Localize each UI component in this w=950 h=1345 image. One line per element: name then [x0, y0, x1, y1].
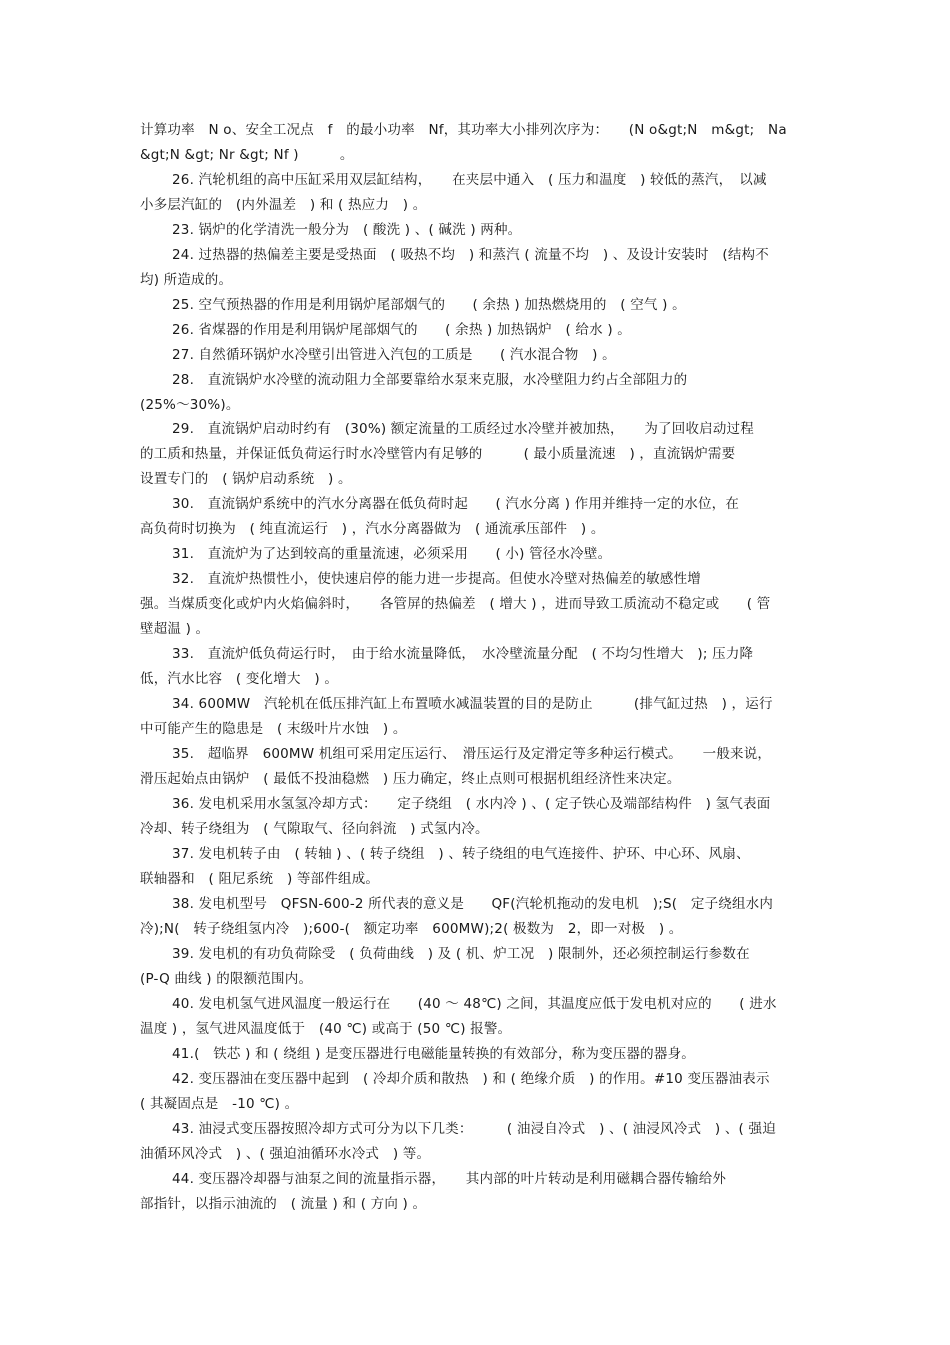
text-line: 28. 直流锅炉水冷壁的流动阻力全部要靠给水泵来克服，水冷壁阻力约占全部阻力的: [172, 372, 688, 388]
text-line: 联轴器和 ( 阻尼系统 ) 等部件组成。: [140, 871, 380, 887]
text-line: 油循环风冷式 ) 、( 强迫油循环水冷式 ) 等。: [140, 1146, 431, 1162]
text-line: 27. 自然循环锅炉水冷壁引出管进入汽包的工质是 ( 汽水混合物 ) 。: [172, 347, 616, 363]
text-line: 高负荷时切换为 ( 纯直流运行 ) ，汽水分离器做为 ( 通流承压部件 ) 。: [140, 521, 605, 537]
text-line: 26. 省煤器的作用是利用锅炉尾部烟气的 ( 余热 ) 加热锅炉 ( 给水 ) 。: [172, 322, 631, 338]
text-line: 40. 发电机氢气进风温度一般运行在 (40 ～ 48℃) 之间，其温度应低于发电机对应的 ( 进水: [172, 996, 777, 1012]
text-line: 26. 汽轮机组的高中压缸采用双层缸结构， 在夹层中通入 ( 压力和温度 ) 较低的蒸汽， 以减: [172, 172, 767, 188]
text-line: &gt;N &gt; Nr &gt; Nf ) 。: [140, 147, 354, 163]
text-line: 32. 直流炉热惯性小，使快速启停的能力进一步提高。但使水冷壁对热偏差的敏感性增: [172, 571, 701, 587]
text-line: 计算功率 N o、安全工况点 f 的最小功率 Nf，其功率大小排列次序为： (N o&gt;N m&gt; Na: [140, 122, 787, 138]
text-line: 29. 直流锅炉启动时约有 (30%) 额定流量的工质经过水冷壁并被加热， 为了回收启动过程: [172, 421, 754, 437]
text-line: 25. 空气预热器的作用是利用锅炉尾部烟气的 ( 余热 ) 加热燃烧用的 ( 空气 ) 。: [172, 297, 686, 313]
text-line: 34. 600MW 汽轮机在低压排汽缸上布置喷水减温装置的目的是防止 (排气缸过热 ) ，运行: [172, 696, 773, 712]
text-line: 冷);N( 转子绕组氢内冷 );600-( 额定功率 600MW);2( 极数为 2，即一对极 ) 。: [140, 921, 683, 937]
text-line: ( 其凝固点是 -10 ℃) 。: [140, 1096, 299, 1112]
text-line: 强。当煤质变化或炉内火焰偏斜时， 各管屏的热偏差 ( 增大 ) ，进而导致工质流动不稳定或 ( 管: [140, 596, 771, 612]
text-line: (25%～30%)。: [140, 397, 240, 413]
text-line: 35. 超临界 600MW 机组可采用定压运行、 滑压运行及定滑定等多种运行模式。 一般来说，: [172, 746, 772, 762]
text-line: 滑压起始点由锅炉 ( 最低不投油稳燃 ) 压力确定，终止点则可根据机组经济性来决定。: [140, 771, 681, 787]
text-line: 的工质和热量，并保证低负荷运行时水冷壁管内有足够的 ( 最小质量流速 ) ，直流锅炉需要: [140, 446, 736, 462]
text-line: 39. 发电机的有功负荷除受 ( 负荷曲线 ) 及 ( 机、炉工况 ) 限制外，还必须控制运行参数在: [172, 946, 750, 962]
text-line: 24. 过热器的热偏差主要是受热面 ( 吸热不均 ) 和蒸汽 ( 流量不均 ) 、及设计安装时 (结构不: [172, 247, 769, 263]
text-line: 43. 油浸式变压器按照冷却方式可分为以下几类： ( 油浸自冷式 ) 、( 油浸风冷式 ) 、( 强迫: [172, 1121, 776, 1137]
text-line: 36. 发电机采用水氢氢冷却方式： 定子绕组 ( 水内冷 ) 、( 定子铁心及端部结构件 ) 氢气表面: [172, 796, 771, 812]
text-line: 42. 变压器油在变压器中起到 ( 冷却介质和散热 ) 和 ( 绝缘介质 ) 的作用。#10 变压器油表示: [172, 1071, 770, 1087]
text-line: 30. 直流锅炉系统中的汽水分离器在低负荷时起 ( 汽水分离 ) 作用并维持一定的水位，在: [172, 496, 740, 512]
text-line: 部指针，以指示油流的 ( 流量 ) 和 ( 方向 ) 。: [140, 1196, 427, 1212]
text-line: 中可能产生的隐患是 ( 末级叶片水蚀 ) 。: [140, 721, 407, 737]
text-line: 23. 锅炉的化学清洗一般分为 ( 酸洗 ) 、( 碱洗 ) 两种。: [172, 222, 522, 238]
text-line: 温度 ) ，氢气进风温度低于 (40 ℃) 或高于 (50 ℃) 报警。: [140, 1021, 512, 1037]
text-line: 小多层汽缸的 (内外温差 ) 和 ( 热应力 ) 。: [140, 197, 427, 213]
text-line: 壁超温 ) 。: [140, 621, 210, 637]
text-line: 41.( 铁芯 ) 和 ( 绕组 ) 是变压器进行电磁能量转换的有效部分，称为变压器的器身。: [172, 1046, 695, 1062]
text-line: 37. 发电机转子由 ( 转轴 ) 、( 转子绕组 ) 、转子绕组的电气连接件、护环、中心环、风扇、: [172, 846, 750, 862]
text-line: 38. 发电机型号 QFSN-600-2 所代表的意义是 QF(汽轮机拖动的发电机 );S( 定子绕组水内: [172, 896, 774, 912]
text-line: 冷却、转子绕组为 ( 气隙取气、径向斜流 ) 式氢内冷。: [140, 821, 489, 837]
text-line: 低，汽水比容 ( 变化增大 ) 。: [140, 671, 339, 687]
text-line: 31. 直流炉为了达到较高的重量流速，必须采用 ( 小) 管径水冷壁。: [172, 546, 612, 562]
text-line: 44. 变压器冷却器与油泵之间的流量指示器， 其内部的叶片转动是利用磁耦合器传输给外: [172, 1171, 727, 1187]
text-line: 均) 所造成的。: [140, 272, 233, 288]
text-line: 设置专门的 ( 锅炉启动系统 ) 。: [140, 471, 352, 487]
text-line: (P-Q 曲线 ) 的限额范围内。: [140, 971, 313, 987]
text-line: 33. 直流炉低负荷运行时， 由于给水流量降低， 水冷壁流量分配 ( 不均匀性增大 ); 压力降: [172, 646, 754, 662]
